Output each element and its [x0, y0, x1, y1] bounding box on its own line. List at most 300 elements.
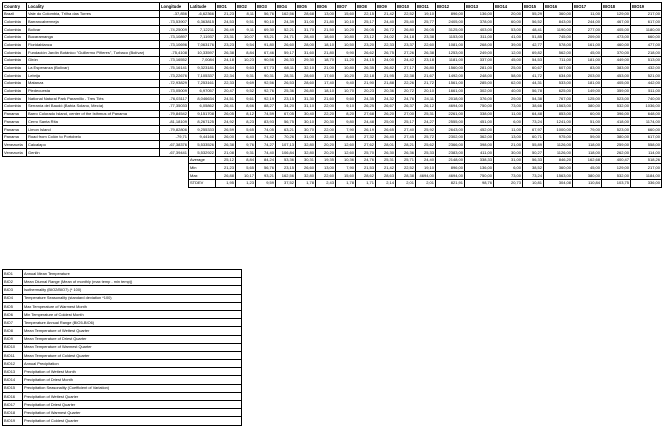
column-header: BIO17 — [573, 3, 602, 11]
table-cell: 32,80 — [296, 141, 316, 149]
table-cell: 64,48 — [523, 110, 544, 118]
summary-cell: 518,26 — [631, 156, 662, 164]
table-cell: Barrancabermeja — [27, 18, 160, 26]
table-cell: 7,11937 — [189, 33, 216, 41]
table-cell: 607,00 — [544, 64, 573, 72]
table-cell: -67,38376 — [160, 141, 189, 149]
table-cell: 54,53 — [523, 56, 544, 64]
table-cell: 896,00 — [436, 10, 465, 18]
table-cell: 7,0084 — [189, 56, 216, 64]
table-cell: 432,00 — [631, 64, 662, 72]
summary-cell: 19,10 — [416, 164, 436, 172]
table-cell: -72,93829 — [160, 79, 189, 87]
legend-code: BIO17 — [3, 401, 23, 409]
table-row — [3, 118, 662, 126]
table-cell: 26,49 — [216, 26, 236, 34]
summary-cell: 821,91 — [436, 179, 465, 187]
table-cell: 56,52 — [523, 18, 544, 26]
table-cell: 249,00 — [465, 49, 494, 57]
table-cell: 22,33 — [216, 79, 236, 87]
table-cell: 9,60 — [336, 95, 356, 103]
table-cell: 9,40 — [336, 79, 356, 87]
summary-cell: 9,59 — [256, 179, 276, 187]
legend-code: BIO6 — [3, 310, 23, 318]
table-cell: 1561,00 — [436, 79, 465, 87]
summary-cell: 750,00 — [465, 172, 494, 180]
table-cell: 10,10 — [336, 18, 356, 26]
summary-cell: 93,21 — [256, 172, 276, 180]
table-cell: 8,12 — [236, 110, 256, 118]
table-cell: 23,20 — [356, 41, 376, 49]
table-cell: 118,00 — [573, 141, 602, 149]
table-cell: 74,59 — [256, 110, 276, 118]
bioclim-data-table — [2, 2, 662, 188]
legend-code: BIO15 — [3, 384, 23, 392]
table-cell: 69,82 — [523, 49, 544, 57]
table-cell: 25,33 — [416, 149, 436, 157]
table-cell: 74,42 — [256, 133, 276, 141]
table-cell: 7,063176 — [189, 41, 216, 49]
table-cell: 92,56 — [256, 79, 276, 87]
table-cell: -73,53907 — [160, 18, 189, 26]
table-cell: 9,69 — [236, 79, 256, 87]
table-cell: 25,70 — [356, 149, 376, 157]
table-cell: 209,00 — [573, 33, 602, 41]
summary-label: STDEV — [189, 179, 216, 187]
table-cell: 745,00 — [544, 33, 573, 41]
column-header: BIO16 — [544, 3, 573, 11]
legend-code: BIO7 — [3, 319, 23, 327]
summary-cell: 15,60 — [336, 172, 356, 180]
table-cell: 7,105337 — [189, 72, 216, 80]
table-cell: 24,35 — [356, 95, 376, 103]
summary-cell: 162,56 — [276, 172, 296, 180]
table-cell: 523,00 — [602, 95, 631, 103]
table-cell: 27,00 — [396, 110, 416, 118]
table-cell: 10,80 — [336, 64, 356, 72]
table-cell: 403,00 — [465, 26, 494, 34]
legend-row — [3, 376, 242, 384]
table-cell: 359,00 — [602, 87, 631, 95]
table-cell: 17,40 — [316, 79, 336, 87]
table-cell: 21,95 — [376, 72, 396, 80]
table-cell: 2383,00 — [436, 149, 465, 157]
column-header: BIO15 — [523, 3, 544, 11]
table-cell: 3125,00 — [436, 26, 465, 34]
table-cell: 418,00 — [602, 118, 631, 126]
table-cell: 26,65 — [376, 126, 396, 134]
table-cell: 203,00 — [573, 72, 602, 80]
table-cell: 51,85 — [523, 33, 544, 41]
table-cell: 26,67 — [376, 102, 396, 110]
table-cell: 32,10 — [296, 64, 316, 72]
table-cell: 26,25 — [356, 102, 376, 110]
table-cell: 56,76 — [256, 10, 276, 18]
table-cell: 523,00 — [602, 126, 631, 134]
table-cell: 23,12 — [356, 33, 376, 41]
summary-row — [3, 156, 662, 164]
table-cell: 26,80 — [296, 87, 316, 95]
table-cell: 383,00 — [602, 64, 631, 72]
table-cell: -75,16141 — [160, 64, 189, 72]
table-cell: 26,30 — [376, 149, 396, 157]
column-header: BIO3 — [256, 3, 276, 11]
table-cell: 376,00 — [465, 95, 494, 103]
table-cell: 30,10 — [296, 118, 316, 126]
table-cell: 21,67 — [416, 72, 436, 80]
table-cell: 42,77 — [523, 41, 544, 49]
summary-cell: 532,00 — [602, 172, 631, 180]
table-cell: 18,70 — [316, 56, 336, 64]
legend-row — [3, 401, 242, 409]
legend-row — [3, 392, 242, 400]
table-cell: Venezuela — [3, 141, 27, 149]
legend-row — [3, 360, 242, 368]
table-cell: Colombia — [3, 87, 27, 95]
table-cell: 22,52 — [396, 10, 416, 18]
summary-cell: 2148,00 — [436, 156, 465, 164]
table-cell: 24,76 — [396, 95, 416, 103]
legend-row — [3, 335, 242, 343]
table-cell: 25,31 — [416, 110, 436, 118]
column-header: Latitude — [189, 3, 216, 11]
summary-cell: 2,01 — [396, 179, 416, 187]
table-cell: 20,30 — [316, 118, 336, 126]
table-cell: 68,11 — [276, 64, 296, 72]
table-cell: 7,12211 — [189, 26, 216, 34]
table-cell: Colombia — [3, 102, 27, 110]
table-cell: 83,93 — [256, 118, 276, 126]
table-cell: 1563,00 — [544, 102, 573, 110]
table-cell: 59,00 — [573, 133, 602, 141]
table-cell: 1174,00 — [631, 118, 662, 126]
summary-cell: 84,24 — [256, 156, 276, 164]
table-cell: 26,38 — [416, 49, 436, 57]
table-cell: 370,00 — [602, 49, 631, 57]
legend-description: Precipitation of Wettest Quarter — [23, 392, 242, 400]
table-cell: 6,05862 — [189, 102, 216, 110]
legend-row — [3, 286, 242, 294]
summary-cell: 30,31 — [296, 156, 316, 164]
table-cell: 31,00 — [296, 133, 316, 141]
column-header: BIO14 — [494, 3, 523, 11]
table-cell: 24,48 — [356, 118, 376, 126]
table-cell: Girón — [27, 56, 160, 64]
table-cell: 31,60 — [296, 49, 316, 57]
table-cell: 9,51 — [236, 18, 256, 26]
table-cell: 442,00 — [631, 79, 662, 87]
table-cell: 2302,00 — [436, 133, 465, 141]
table-cell: 9,255333 — [189, 126, 216, 134]
table-cell: 27,62 — [356, 141, 376, 149]
summary-cell: 26,60 — [296, 164, 316, 172]
table-cell: 20,72 — [396, 87, 416, 95]
table-row — [3, 126, 662, 134]
summary-cell: 129,00 — [602, 164, 631, 172]
table-cell: 10,20 — [336, 72, 356, 80]
table-cell: 70,26 — [276, 133, 296, 141]
table-cell: 26,05 — [216, 110, 236, 118]
summary-cell: 10,36 — [336, 156, 356, 164]
column-header: BIO4 — [276, 3, 296, 11]
table-cell: 24,02 — [376, 33, 396, 41]
table-cell: 79,00 — [573, 126, 602, 134]
table-cell: 50,27 — [523, 149, 544, 157]
column-header: BIO7 — [336, 3, 356, 11]
summary-cell: 56,76 — [256, 164, 276, 172]
table-cell: 161,00 — [573, 41, 602, 49]
table-cell: 8,60 — [336, 133, 356, 141]
table-cell: 248,00 — [465, 72, 494, 80]
table-cell: 24,11 — [416, 95, 436, 103]
legend-code: BIO4 — [3, 294, 23, 302]
table-cell: 74,05 — [256, 126, 276, 134]
table-cell: 20,20 — [316, 141, 336, 149]
summary-cell: 21,23 — [216, 164, 236, 172]
table-cell: 9,80 — [336, 118, 356, 126]
table-cell: 67,05 — [276, 110, 296, 118]
table-cell: 1190,00 — [544, 26, 573, 34]
table-cell: Matanza — [27, 79, 160, 87]
table-cell: 360,00 — [544, 10, 573, 18]
legend-row — [3, 302, 242, 310]
table-cell: Bolívar — [27, 26, 160, 34]
table-cell: 262,00 — [602, 149, 631, 157]
table-cell: 22,00 — [316, 126, 336, 134]
table-cell: Colombia — [3, 18, 27, 26]
table-cell: Genlin — [27, 149, 160, 157]
table-cell: 27,17 — [396, 64, 416, 72]
legend-row — [3, 294, 242, 302]
empty-cell — [3, 164, 189, 172]
table-cell: -74,25009 — [160, 26, 189, 34]
table-cell: 26,05 — [356, 26, 376, 34]
summary-row — [3, 164, 662, 172]
table-cell: 625,00 — [544, 87, 573, 95]
table-cell: 460,00 — [602, 41, 631, 49]
summary-row — [3, 179, 662, 187]
summary-cell: 2,14 — [376, 179, 396, 187]
table-cell: 27,68 — [356, 110, 376, 118]
table-row — [3, 33, 662, 41]
table-cell: 452,00 — [465, 126, 494, 134]
legend-description: Min Temperature of Coldest Month — [23, 310, 242, 318]
table-cell: 22,60 — [416, 41, 436, 49]
table-cell: 22,26 — [396, 79, 416, 87]
table-cell: 8,11 — [236, 10, 256, 18]
summary-cell: 4694,00 — [416, 172, 436, 180]
summary-cell: 304,08 — [544, 179, 573, 187]
table-cell: 74,40 — [256, 149, 276, 157]
table-cell: 853,00 — [544, 110, 573, 118]
table-cell: -79,84542 — [160, 110, 189, 118]
table-cell: 25,00 — [494, 64, 523, 72]
table-cell: 26,53 — [276, 79, 296, 87]
table-cell: 21,60 — [316, 95, 336, 103]
table-cell: 558,00 — [631, 141, 662, 149]
table-cell: 9,61 — [236, 95, 256, 103]
table-cell: 24,32 — [376, 95, 396, 103]
table-cell: 411,00 — [465, 149, 494, 157]
table-cell: 22,33 — [376, 41, 396, 49]
table-cell: 136,00 — [465, 10, 494, 18]
table-cell: 67,97 — [523, 126, 544, 134]
table-cell: 29,30 — [296, 56, 316, 64]
legend-description: Mean Diurnal Range (Mean of monthly (max temp - min temp)) — [23, 278, 242, 286]
legend-code: BIO2 — [3, 278, 23, 286]
column-header: Country — [3, 3, 27, 11]
legend-row — [3, 368, 242, 376]
table-cell: 24,18 — [396, 33, 416, 41]
table-cell: 28,31 — [276, 72, 296, 80]
table-cell: -73,22676 — [160, 72, 189, 80]
summary-cell: 7,90 — [336, 164, 356, 172]
table-cell: 27,26 — [396, 49, 416, 57]
legend-row — [3, 319, 242, 327]
table-cell: 48,41 — [523, 26, 544, 34]
table-cell: La Esperanza (Bolívar) — [27, 64, 160, 72]
table-cell: 181,00 — [573, 56, 602, 64]
summary-label: Max — [189, 172, 216, 180]
table-cell: 18,10 — [316, 87, 336, 95]
table-cell: 8,23 — [236, 118, 256, 126]
table-row — [3, 149, 662, 157]
table-cell: 67,46 — [256, 49, 276, 57]
variable-legend-table — [2, 269, 242, 426]
table-cell: 1036,00 — [631, 102, 662, 110]
summary-row — [3, 172, 662, 180]
table-row — [3, 133, 662, 141]
summary-cell: 1,78 — [336, 179, 356, 187]
summary-cell: 1563,00 — [544, 172, 573, 180]
table-cell: Brazil — [3, 10, 27, 18]
table-row — [3, 18, 662, 26]
table-cell: 24,39 — [276, 18, 296, 26]
table-cell: 268,00 — [465, 41, 494, 49]
summary-cell: 28,38 — [396, 172, 416, 180]
legend-description: Precipitation Seasonality (Coefficient of Variation) — [23, 384, 242, 392]
table-cell: Cerro Santa Rita — [27, 118, 160, 126]
summary-cell: 26,88 — [216, 172, 236, 180]
legend-description: Annual Precipitation — [23, 360, 242, 368]
table-cell: 28,21 — [396, 141, 416, 149]
table-cell: 1253,00 — [436, 49, 465, 57]
table-cell: 9,90 — [336, 49, 356, 57]
table-cell: Limon Island — [27, 126, 160, 134]
table-cell: 22,34 — [216, 72, 236, 80]
table-cell: 93,21 — [256, 33, 276, 41]
table-cell: 88,27 — [256, 102, 276, 110]
table-cell: 24,71 — [276, 33, 296, 41]
table-row — [3, 64, 662, 72]
table-cell: 23,38 — [416, 33, 436, 41]
table-cell: 58,00 — [494, 72, 523, 80]
table-cell: 711,00 — [544, 56, 573, 64]
table-cell: 10,70 — [336, 87, 356, 95]
legend-description: Mean Temperature of Driest Quarter — [23, 335, 242, 343]
summary-cell: 98,76 — [465, 179, 494, 187]
column-header: BIO6 — [316, 3, 336, 11]
summary-cell: 22,52 — [396, 164, 416, 172]
table-cell: 338,00 — [465, 110, 494, 118]
column-header: BIO5 — [296, 3, 316, 11]
table-cell: 7,90 — [336, 126, 356, 134]
table-cell: National Natural Park Paramillo - Tres Tiés — [27, 95, 160, 103]
summary-cell: 1,95 — [216, 179, 236, 187]
table-cell: Floridablanca — [27, 41, 160, 49]
table-row — [3, 72, 662, 80]
table-cell: 578,00 — [544, 41, 573, 49]
table-cell: 5,532922 — [189, 149, 216, 157]
table-cell: 28,60 — [296, 79, 316, 87]
table-cell: Colombia — [3, 56, 27, 64]
table-cell: 5,65 — [236, 126, 256, 134]
table-cell: 51,00 — [573, 118, 602, 126]
table-cell: 30,70 — [296, 126, 316, 134]
legend-description: Mean Temperature of Warmest Quarter — [23, 343, 242, 351]
summary-cell: 38,52 — [523, 164, 544, 172]
summary-cell: 20,73 — [494, 179, 523, 187]
table-cell: 521,00 — [631, 72, 662, 80]
summary-cell: 24,76 — [356, 156, 376, 164]
table-cell: 7,253161 — [189, 79, 216, 87]
table-cell: 6,97057 — [189, 87, 216, 95]
table-cell: 20,23 — [356, 87, 376, 95]
table-cell: 1560,00 — [436, 64, 465, 72]
table-cell: 21,80 — [316, 18, 336, 26]
column-header: BIO19 — [631, 3, 662, 11]
table-cell: Caicalapo — [27, 141, 160, 149]
table-cell: 1661,00 — [436, 87, 465, 95]
table-cell: 13,00 — [316, 10, 336, 18]
table-cell: 9,10 — [336, 102, 356, 110]
legend-row — [3, 409, 242, 417]
table-cell: 2018,00 — [436, 95, 465, 103]
table-cell: 660,00 — [631, 33, 662, 41]
table-cell: -73,16552 — [160, 56, 189, 64]
table-cell: 41,00 — [494, 33, 523, 41]
table-cell: 31,30 — [296, 95, 316, 103]
column-header: BIO18 — [602, 3, 631, 11]
table-cell: 26,64 — [216, 64, 236, 72]
summary-cell: 336,00 — [631, 179, 662, 187]
table-cell: 29,00 — [494, 95, 523, 103]
legend-code: BIO3 — [3, 286, 23, 294]
table-cell: 1241,00 — [544, 118, 573, 126]
table-cell: 24,51 — [216, 95, 236, 103]
table-cell: 28,40 — [296, 33, 316, 41]
table-cell: 24,27 — [416, 118, 436, 126]
table-cell: 23,18 — [416, 56, 436, 64]
table-cell: 31,10 — [296, 102, 316, 110]
table-cell: 60,00 — [494, 18, 523, 26]
table-cell: 660,00 — [631, 126, 662, 134]
table-cell: 21,88 — [376, 79, 396, 87]
table-cell: 337,00 — [465, 56, 494, 64]
column-header: BIO11 — [416, 3, 436, 11]
column-header: BIO8 — [356, 3, 376, 11]
table-cell: 1492,00 — [436, 72, 465, 80]
table-cell: 181,00 — [573, 79, 602, 87]
summary-cell: 1,78 — [296, 179, 316, 187]
table-cell: 39,00 — [494, 41, 523, 49]
table-cell: 25,77 — [416, 18, 436, 26]
table-cell: 26,40 — [376, 133, 396, 141]
table-cell: 2405,00 — [436, 18, 465, 26]
table-cell: 25,36 — [276, 87, 296, 95]
table-cell: 277,00 — [573, 26, 602, 34]
table-cell: 69,30 — [256, 26, 276, 34]
